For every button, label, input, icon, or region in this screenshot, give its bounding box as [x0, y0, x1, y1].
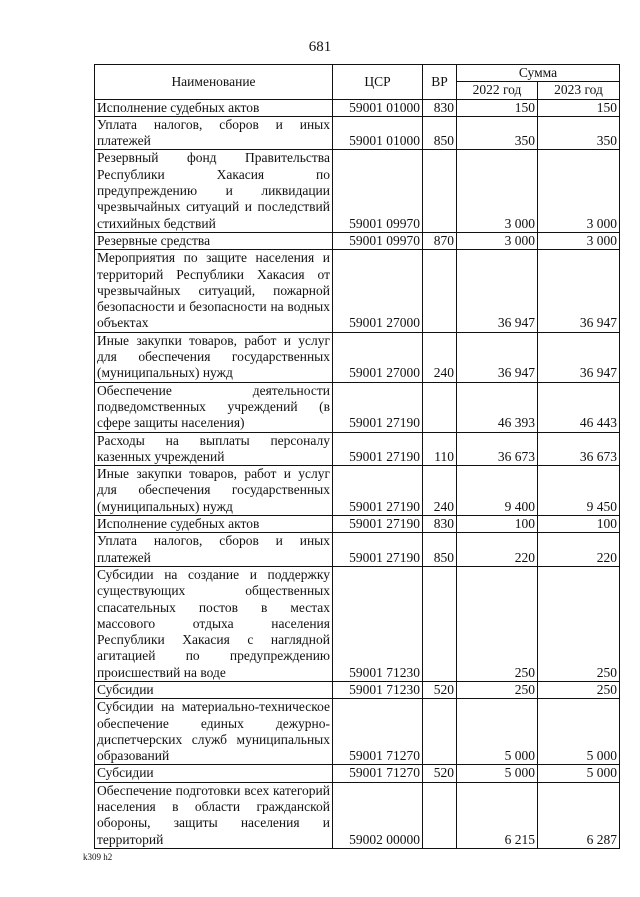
table-row [95, 681, 620, 698]
row-vr: 240 [423, 466, 457, 516]
row-name: Субсидии на материально-техническое обеспечение единых дежурно-диспетчерских служб муниципальных образований [95, 699, 333, 765]
page-number: 681 [308, 39, 332, 55]
table-body [95, 99, 620, 848]
row-csr: 59001 27190 [333, 516, 423, 533]
row-csr: 59001 27190 [333, 432, 423, 466]
row-name: Субсидии [95, 681, 333, 698]
footer-code: k309 h2 [83, 852, 113, 862]
row-amount-2022: 220 [457, 533, 538, 567]
row-name: Резервный фонд Правительства Республики Хакасия по предупреждению и ликвидации чрезвычайных ситуаций и последствий стихийных бедствий [95, 150, 333, 232]
row-amount-2023: 150 [538, 99, 620, 116]
row-amount-2023: 3 000 [538, 232, 620, 249]
row-vr: 830 [423, 516, 457, 533]
table-row [95, 150, 620, 232]
table-row [95, 432, 620, 466]
header-csr: ЦСР [333, 65, 423, 100]
row-vr [423, 250, 457, 332]
row-name: Субсидии на создание и поддержку существующих общественных спасательных постов в местах массового отдыха населения Республики Хакасия с наглядной агитацией по предупреждению происшествий на воде [95, 566, 333, 681]
row-amount-2022: 150 [457, 99, 538, 116]
header-name: Наименование [95, 65, 333, 100]
row-csr: 59001 71230 [333, 566, 423, 681]
table-row [95, 782, 620, 848]
row-vr [423, 150, 457, 232]
row-amount-2022: 36 673 [457, 432, 538, 466]
row-amount-2022: 36 947 [457, 250, 538, 332]
row-name: Расходы на выплаты персоналу казенных учреждений [95, 432, 333, 466]
row-vr: 520 [423, 681, 457, 698]
row-name: Обеспечение подготовки всех категорий населения в области гражданской обороны, защиты населения и территорий [95, 782, 333, 848]
row-amount-2023: 6 287 [538, 782, 620, 848]
table-row [95, 466, 620, 516]
row-csr: 59001 27000 [333, 250, 423, 332]
row-csr: 59001 09970 [333, 232, 423, 249]
row-amount-2023: 100 [538, 516, 620, 533]
table-header [95, 65, 620, 100]
row-name: Иные закупки товаров, работ и услуг для обеспечения государственных (муниципальных) нужд [95, 332, 333, 382]
row-csr: 59001 27000 [333, 332, 423, 382]
row-name: Иные закупки товаров, работ и услуг для обеспечения государственных (муниципальных) нужд [95, 466, 333, 516]
row-csr: 59001 27190 [333, 382, 423, 432]
row-name: Исполнение судебных актов [95, 516, 333, 533]
header-sum: Сумма [457, 65, 620, 82]
row-csr: 59001 27190 [333, 533, 423, 567]
row-vr: 520 [423, 765, 457, 782]
row-amount-2023: 36 947 [538, 332, 620, 382]
row-amount-2022: 36 947 [457, 332, 538, 382]
row-amount-2023: 36 947 [538, 250, 620, 332]
row-amount-2023: 46 443 [538, 382, 620, 432]
table-row [95, 116, 620, 150]
row-amount-2023: 9 450 [538, 466, 620, 516]
row-amount-2023: 220 [538, 533, 620, 567]
row-vr [423, 382, 457, 432]
row-vr: 240 [423, 332, 457, 382]
row-csr: 59001 71230 [333, 681, 423, 698]
row-amount-2022: 5 000 [457, 699, 538, 765]
table-row [95, 99, 620, 116]
row-amount-2022: 350 [457, 116, 538, 150]
row-amount-2022: 3 000 [457, 232, 538, 249]
budget-table [94, 64, 620, 849]
table-row [95, 516, 620, 533]
row-amount-2022: 250 [457, 681, 538, 698]
row-name: Исполнение судебных актов [95, 99, 333, 116]
table-row [95, 699, 620, 765]
row-vr: 870 [423, 232, 457, 249]
row-vr [423, 699, 457, 765]
row-name: Резервные средства [95, 232, 333, 249]
row-amount-2022: 9 400 [457, 466, 538, 516]
header-vr: ВР [423, 65, 457, 100]
row-csr: 59001 09970 [333, 150, 423, 232]
row-csr: 59001 27190 [333, 466, 423, 516]
row-amount-2023: 250 [538, 566, 620, 681]
table-row [95, 765, 620, 782]
row-name: Субсидии [95, 765, 333, 782]
row-name: Обеспечение деятельности подведомственных учреждений (в сфере защиты населения) [95, 382, 333, 432]
row-amount-2022: 46 393 [457, 382, 538, 432]
row-csr: 59001 01000 [333, 116, 423, 150]
table-row [95, 332, 620, 382]
row-amount-2022: 5 000 [457, 765, 538, 782]
row-csr: 59002 00000 [333, 782, 423, 848]
row-amount-2023: 36 673 [538, 432, 620, 466]
row-vr: 850 [423, 116, 457, 150]
header-year-2022: 2022 год [457, 82, 538, 99]
row-vr [423, 782, 457, 848]
row-csr: 59001 71270 [333, 765, 423, 782]
row-amount-2023: 3 000 [538, 150, 620, 232]
row-name: Уплата налогов, сборов и иных платежей [95, 533, 333, 567]
row-vr: 110 [423, 432, 457, 466]
row-amount-2022: 100 [457, 516, 538, 533]
row-csr: 59001 71270 [333, 699, 423, 765]
row-name: Уплата налогов, сборов и иных платежей [95, 116, 333, 150]
row-vr: 850 [423, 533, 457, 567]
table-row [95, 250, 620, 332]
row-amount-2023: 5 000 [538, 699, 620, 765]
row-amount-2022: 3 000 [457, 150, 538, 232]
row-amount-2023: 5 000 [538, 765, 620, 782]
row-name: Мероприятия по защите населения и территорий Республики Хакасия от чрезвычайных ситуаций, пожарной безопасности и безопасности на водных объектах [95, 250, 333, 332]
row-csr: 59001 01000 [333, 99, 423, 116]
row-amount-2022: 6 215 [457, 782, 538, 848]
row-amount-2022: 250 [457, 566, 538, 681]
row-amount-2023: 350 [538, 116, 620, 150]
row-amount-2023: 250 [538, 681, 620, 698]
row-vr: 830 [423, 99, 457, 116]
table-row [95, 566, 620, 681]
row-vr [423, 566, 457, 681]
table-row [95, 533, 620, 567]
table-row [95, 232, 620, 249]
header-year-2023: 2023 год [538, 82, 620, 99]
table-row [95, 382, 620, 432]
